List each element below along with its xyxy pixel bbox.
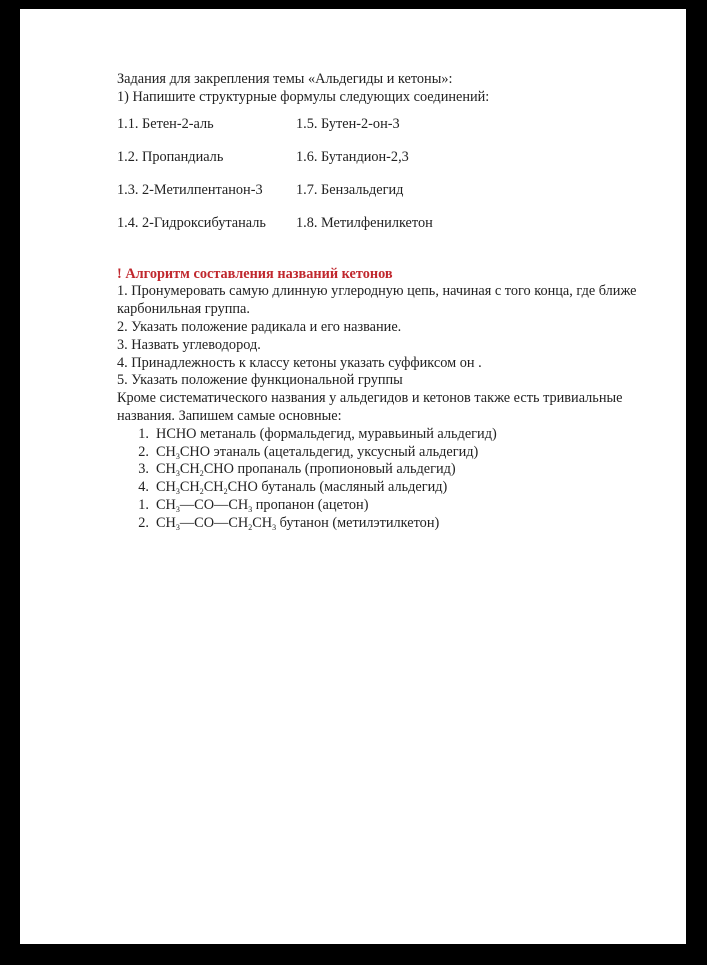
compound-name: бутаналь (масляный альдегид) bbox=[257, 479, 448, 496]
task-item: 1.4. 2-Гидроксибутаналь bbox=[117, 214, 266, 231]
trivial-name-item bbox=[117, 479, 657, 497]
task-item: 1.6. Бутандион-2,3 bbox=[296, 148, 409, 165]
trivial-name-text bbox=[156, 479, 447, 497]
algorithm-step: 3. Назвать углеводород. bbox=[117, 336, 261, 353]
algorithm-step: 5. Указать положение функциональной группы bbox=[117, 372, 403, 389]
task-row bbox=[117, 149, 657, 182]
task-item: 1.2. Пропандиаль bbox=[117, 148, 224, 165]
chemical-formula: $CH_3—CO—CH_3$ bbox=[156, 496, 253, 514]
task-row bbox=[117, 116, 657, 149]
task-row bbox=[117, 182, 657, 215]
compound-name: метаналь (формальдегид, муравьиный альдегид) bbox=[196, 425, 497, 442]
task-item: 1.3. 2-Метилпентанон-3 bbox=[117, 181, 263, 198]
document-heading: Задания для закрепления темы «Альдегиды и кетоны»: bbox=[117, 71, 453, 87]
task-list bbox=[117, 116, 657, 248]
trivial-name-text bbox=[156, 461, 456, 479]
trivial-name-item bbox=[117, 461, 657, 479]
trivial-name-item bbox=[117, 515, 657, 533]
document-content bbox=[117, 71, 657, 533]
list-number: 2. bbox=[138, 514, 149, 531]
trivial-name-text bbox=[156, 497, 368, 515]
trivial-name-text bbox=[156, 444, 478, 462]
document-page bbox=[20, 9, 686, 944]
compound-name: бутанон (метилэтилкетон) bbox=[276, 514, 440, 531]
algorithm-title: ! Алгоритм составления названий кетонов bbox=[117, 265, 393, 282]
list-number: 1. bbox=[138, 425, 149, 442]
task-row bbox=[117, 215, 657, 248]
chemical-formula: HCHO bbox=[156, 425, 197, 442]
algorithm-step: 2. Указать положение радикала и его название. bbox=[117, 318, 402, 335]
algorithm-step: 1. Пронумеровать самую длинную углеродную цепь, начиная с того конца, где ближе карбонильная группа. bbox=[117, 283, 637, 318]
task1-prompt: 1) Напишите структурные формулы следующих соединений: bbox=[117, 88, 490, 105]
chemical-formula: $CH_3CHO$ bbox=[156, 443, 211, 461]
chemical-formula: $CH_3CH_2CHO$ bbox=[156, 461, 234, 479]
task-item: 1.8. Метилфенилкетон bbox=[296, 214, 433, 231]
compound-name: пропаналь (пропионовый альдегид) bbox=[233, 461, 456, 478]
trivial-name-item bbox=[117, 444, 657, 462]
algorithm-step: 4. Принадлежность к классу кетоны указать суффиксом он . bbox=[117, 354, 482, 371]
chemical-formula: $CH_3—CO—CH_2CH_3$ bbox=[156, 514, 277, 532]
list-number: 4. bbox=[138, 479, 149, 496]
trivial-name-text bbox=[156, 515, 439, 533]
list-number: 2. bbox=[138, 443, 149, 460]
compound-name: пропанон (ацетон) bbox=[252, 496, 369, 513]
task-item: 1.7. Бензальдегид bbox=[296, 181, 404, 198]
trivial-name-item bbox=[117, 426, 657, 444]
trivial-name-item bbox=[117, 497, 657, 515]
trivial-name-text bbox=[156, 426, 497, 444]
trivial-names-intro: Кроме систематического названия у альдегидов и кетонов также есть тривиальные названия. Запишем самые основные: bbox=[117, 390, 623, 424]
task-item: 1.1. Бетен-2-аль bbox=[117, 115, 214, 132]
task-item: 1.5. Бутен-2-он-3 bbox=[296, 115, 400, 132]
compound-name: этаналь (ацетальдегид, уксусный альдегид) bbox=[210, 443, 479, 460]
list-number: 1. bbox=[138, 496, 149, 513]
list-number: 3. bbox=[138, 461, 149, 478]
trivial-names-list bbox=[117, 426, 657, 533]
chemical-formula: $CH_3CH_2CH_2CHO$ bbox=[156, 479, 258, 497]
